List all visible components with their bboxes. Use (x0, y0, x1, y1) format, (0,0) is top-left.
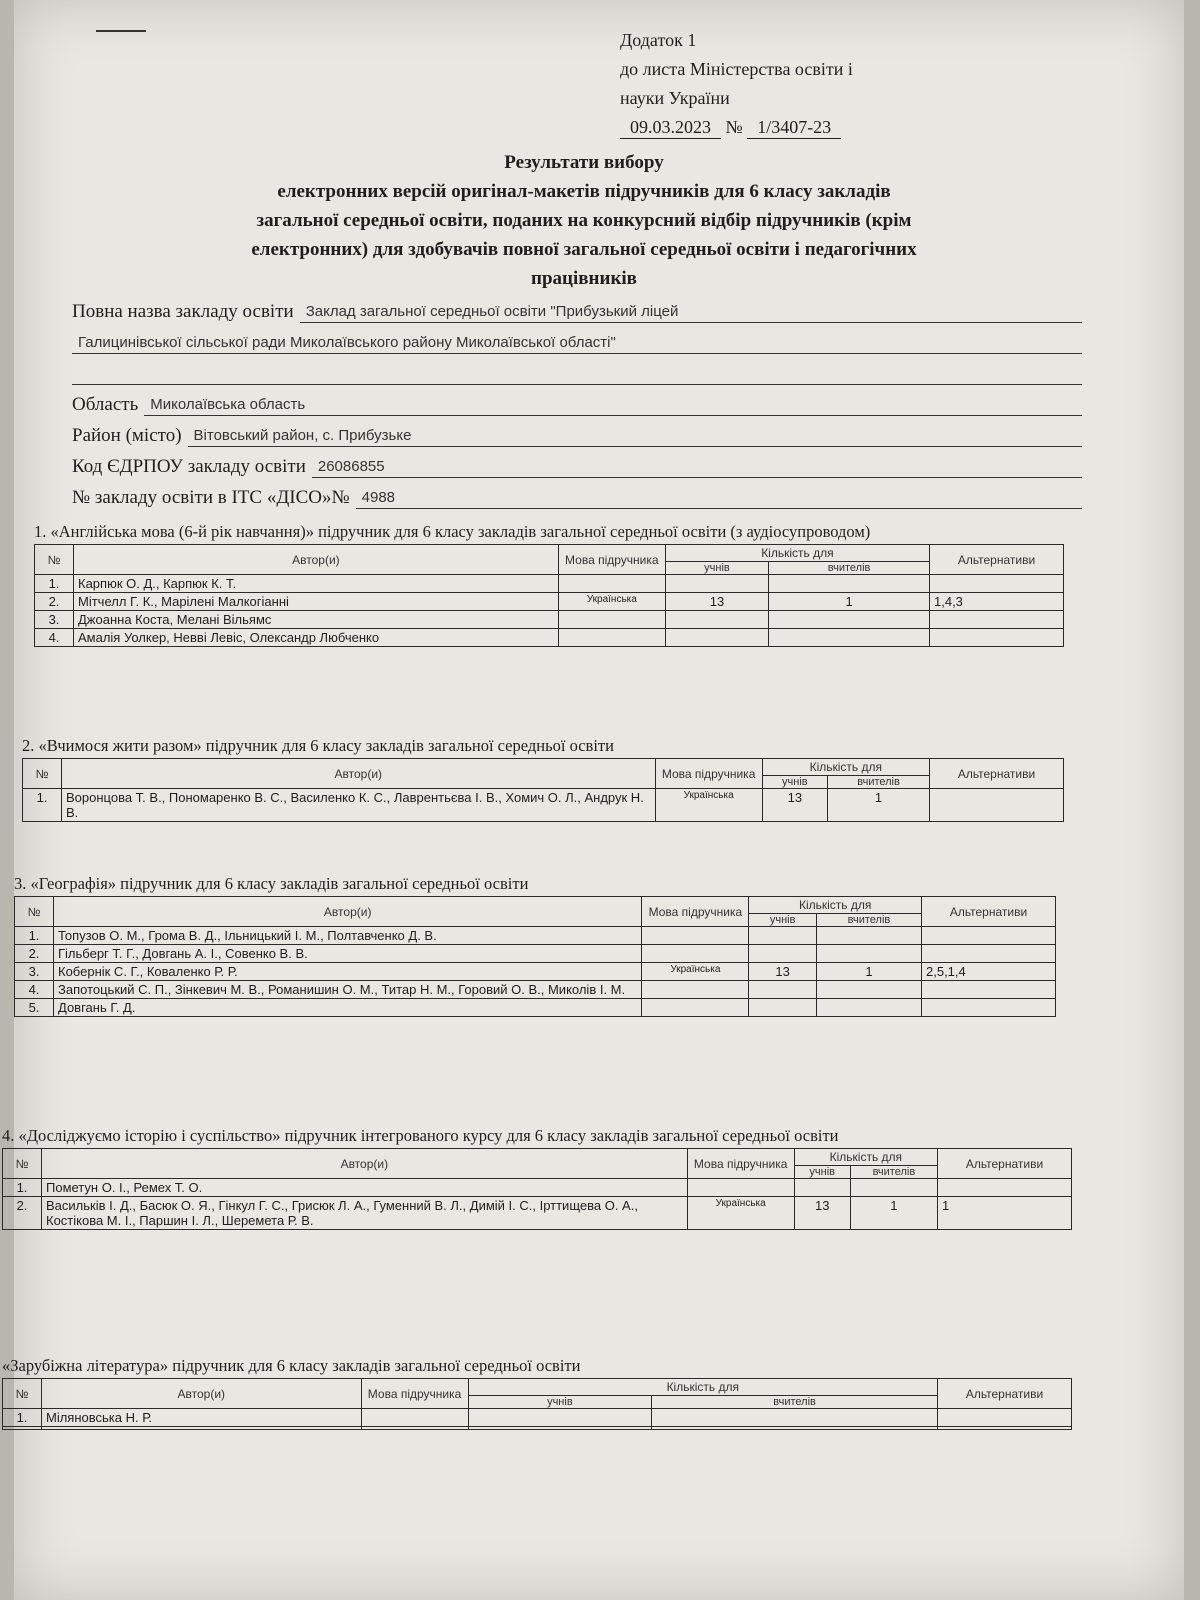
row-number: 1. (35, 575, 74, 593)
edrpou-row (72, 447, 1082, 478)
col-students: учнів (468, 1396, 652, 1409)
region-value: Миколаївська область (144, 396, 1082, 416)
textbook-table (14, 896, 1056, 1017)
col-num: № (23, 759, 62, 789)
table-header-row (3, 1149, 1072, 1166)
row-number: 2. (15, 945, 54, 963)
table-row (15, 981, 1056, 999)
row-students (749, 945, 817, 963)
row-alternatives (930, 575, 1064, 593)
row-authors: Воронцова Т. В., Пономаренко В. С., Василенко К. С., Лаврентьєва І. В., Хомич О. Л., Андрук Н. В. (62, 789, 656, 822)
row-language (642, 927, 749, 945)
its-row (72, 478, 1082, 509)
section-living-together (22, 736, 1064, 822)
row-students (665, 575, 768, 593)
appendix-title: Додаток 1 (620, 30, 697, 50)
row-number: 2. (3, 1197, 42, 1230)
col-students: учнів (665, 562, 768, 575)
row-language (687, 1179, 794, 1197)
row-students (794, 1179, 850, 1197)
blank-line (72, 364, 1082, 385)
title-line: електронних версій оригінал-макетів підручників для 6 класу закладів (277, 181, 891, 202)
row-students (665, 611, 768, 629)
col-alternatives: Альтернативи (930, 759, 1064, 789)
col-language: Мова підручника (687, 1149, 794, 1179)
number-sign: № (725, 117, 743, 137)
row-language (558, 629, 665, 647)
section-heading: «Зарубіжна література» підручник для 6 класу закладів загальної середньої освіти (2, 1356, 581, 1375)
table-row (35, 611, 1064, 629)
row-alternatives (930, 629, 1064, 647)
row-teachers (652, 1427, 938, 1430)
table-row (35, 575, 1064, 593)
col-authors: Автор(и) (62, 759, 656, 789)
row-alternatives (922, 981, 1056, 999)
row-authors: Карпюк О. Д., Карпюк К. Т. (74, 575, 559, 593)
row-authors: Довгань Г. Д. (54, 999, 642, 1017)
textbook-table (22, 758, 1064, 822)
row-language: Українська (655, 789, 762, 822)
corner-mark (96, 30, 146, 32)
col-authors: Автор(и) (42, 1379, 362, 1409)
row-language: Українська (687, 1197, 794, 1230)
section-foreign-literature (2, 1356, 1072, 1430)
table-row (35, 593, 1064, 611)
table-row (3, 1427, 1072, 1430)
its-value: 4988 (356, 489, 1082, 509)
row-teachers (816, 927, 921, 945)
row-language (642, 981, 749, 999)
region-label: Область (72, 394, 139, 415)
col-language: Мова підручника (642, 897, 749, 927)
edrpou-label: Код ЄДРПОУ закладу освіти (72, 456, 306, 477)
col-teachers: вчителів (769, 562, 930, 575)
table-header-row (35, 545, 1064, 562)
district-value: Вітовський район, с. Прибузьке (188, 427, 1082, 447)
row-authors: Міляновська Н. Р. (42, 1409, 362, 1427)
title-line: електронних) для здобувачів повної загальної середньої освіти і педагогічних (251, 239, 917, 260)
row-alternatives (930, 789, 1064, 822)
row-teachers: 1 (816, 963, 921, 981)
appendix-note (620, 26, 980, 142)
appendix-letter: до листа Міністерства освіти і (620, 59, 853, 79)
col-count-for: Кількість для (468, 1379, 937, 1396)
section-geography (14, 874, 1056, 1017)
row-teachers: 1 (850, 1197, 937, 1230)
row-students (665, 629, 768, 647)
full-name-value: Заклад загальної середньої освіти "Прибузький ліцей (300, 303, 1082, 323)
title-line: працівників (531, 268, 637, 289)
section-english (34, 522, 1064, 647)
row-authors: Гільберг Т. Г., Довгань А. І., Совенко В. В. (54, 945, 642, 963)
row-number: 3. (15, 963, 54, 981)
col-alternatives: Альтернативи (938, 1379, 1072, 1409)
row-alternatives (930, 611, 1064, 629)
table-header-row (3, 1379, 1072, 1396)
row-alternatives (922, 927, 1056, 945)
row-authors: Амалія Уолкер, Невві Левіс, Олександр Любченко (74, 629, 559, 647)
appendix-ministry: науки України (620, 88, 730, 108)
row-number: 3. (35, 611, 74, 629)
row-language (642, 945, 749, 963)
table-row (3, 1197, 1072, 1230)
row-alternatives: 1,4,3 (930, 593, 1064, 611)
row-alternatives (938, 1179, 1072, 1197)
row-number (3, 1427, 42, 1430)
title-line: Результати вибору (504, 152, 664, 173)
row-teachers: 1 (769, 593, 930, 611)
col-authors: Автор(и) (54, 897, 642, 927)
row-language: Українська (642, 963, 749, 981)
row-language: Українська (558, 593, 665, 611)
district-row (72, 416, 1082, 447)
blank-row (72, 354, 1082, 385)
row-students (468, 1427, 652, 1430)
row-authors: Васильків І. Д., Басюк О. Я., Гінкул Г. С., Грисюк Л. А., Гуменний В. Л., Димій І. С., Ірттищева О. А., Костікова М. І., Паршин І. Л., Шеремета Р. В. (42, 1197, 688, 1230)
school-info (72, 292, 1082, 509)
col-count-for: Кількість для (794, 1149, 937, 1166)
col-num: № (35, 545, 74, 575)
full-name-value-2: Галицинівської сільської ради Миколаївського району Миколаївської області" (72, 334, 1082, 354)
row-number: 4. (35, 629, 74, 647)
col-teachers: вчителів (850, 1166, 937, 1179)
table-row (35, 629, 1064, 647)
col-alternatives: Альтернативи (938, 1149, 1072, 1179)
row-students: 13 (665, 593, 768, 611)
row-number: 1. (3, 1179, 42, 1197)
row-teachers (652, 1409, 938, 1427)
table-header-row (23, 759, 1064, 776)
row-authors: Мітчелл Г. К., Марілені Малкогіанні (74, 593, 559, 611)
row-teachers (850, 1179, 937, 1197)
col-language: Мова підручника (361, 1379, 468, 1409)
col-count-for: Кількість для (749, 897, 922, 914)
col-students: учнів (762, 776, 827, 789)
row-number: 1. (15, 927, 54, 945)
col-authors: Автор(и) (74, 545, 559, 575)
table-row (23, 789, 1064, 822)
its-label: № закладу освіти в ІТС «ДІСО»№ (72, 487, 350, 508)
row-students: 13 (749, 963, 817, 981)
col-count-for: Кількість для (762, 759, 929, 776)
row-students: 13 (794, 1197, 850, 1230)
section-heading: 2. «Вчимося жити разом» підручник для 6 класу закладів загальної середньої освіти (22, 736, 614, 755)
col-language: Мова підручника (655, 759, 762, 789)
full-name-label: Повна назва закладу освіти (72, 301, 294, 322)
col-alternatives: Альтернативи (930, 545, 1064, 575)
row-alternatives (922, 945, 1056, 963)
col-alternatives: Альтернативи (922, 897, 1056, 927)
document-title (84, 148, 1084, 293)
row-teachers (816, 999, 921, 1017)
document-page (2, 0, 1184, 1600)
table-row (3, 1409, 1072, 1427)
row-number: 1. (23, 789, 62, 822)
row-authors: Кобернік С. Г., Коваленко Р. Р. (54, 963, 642, 981)
row-alternatives: 1 (938, 1197, 1072, 1230)
table-row (15, 963, 1056, 981)
district-label: Район (місто) (72, 425, 182, 446)
row-alternatives (938, 1409, 1072, 1427)
col-num: № (3, 1149, 42, 1179)
row-authors: Джоанна Коста, Мелані Вільямс (74, 611, 559, 629)
row-alternatives (922, 999, 1056, 1017)
row-authors: Пометун О. І., Ремех Т. О. (42, 1179, 688, 1197)
textbook-table (2, 1378, 1072, 1430)
letter-number: 1/3407-23 (747, 116, 841, 139)
full-name-row-2 (72, 323, 1082, 354)
col-students: учнів (794, 1166, 850, 1179)
row-authors (42, 1427, 362, 1430)
textbook-table (34, 544, 1064, 647)
row-number: 2. (35, 593, 74, 611)
col-authors: Автор(и) (42, 1149, 688, 1179)
table-row (15, 999, 1056, 1017)
row-authors: Топузов О. М., Грома В. Д., Ільницький І. М., Полтавченко Д. В. (54, 927, 642, 945)
row-students: 13 (762, 789, 827, 822)
row-teachers (816, 981, 921, 999)
col-language: Мова підручника (558, 545, 665, 575)
row-students (749, 927, 817, 945)
letter-date: 09.03.2023 (620, 116, 721, 139)
row-teachers (816, 945, 921, 963)
section-heading: 1. «Англійська мова (6-й рік навчання)» підручник для 6 класу закладів загальної середньої освіти (з аудіосупроводом) (34, 522, 871, 541)
row-number: 1. (3, 1409, 42, 1427)
row-alternatives (938, 1427, 1072, 1430)
table-header-row (15, 897, 1056, 914)
row-teachers: 1 (828, 789, 930, 822)
row-students (749, 999, 817, 1017)
col-teachers: вчителів (652, 1396, 938, 1409)
row-students (468, 1409, 652, 1427)
row-teachers (769, 575, 930, 593)
row-language (558, 575, 665, 593)
edrpou-value: 26086855 (312, 458, 1082, 478)
row-students (749, 981, 817, 999)
row-language (558, 611, 665, 629)
row-number: 4. (15, 981, 54, 999)
row-teachers (769, 629, 930, 647)
textbook-table (2, 1148, 1072, 1230)
row-authors: Запотоцький С. П., Зінкевич М. В., Романишин О. М., Титар Н. М., Горовий О. В., Миколів І. М. (54, 981, 642, 999)
row-language (642, 999, 749, 1017)
col-count-for: Кількість для (665, 545, 929, 562)
full-name-row (72, 292, 1082, 323)
section-history-society (2, 1126, 1072, 1230)
section-heading: 4. «Досліджуємо історію і суспільство» підручник інтегрованого курсу для 6 класу закладів загальної середньої освіти (2, 1126, 839, 1145)
table-row (15, 927, 1056, 945)
table-row (15, 945, 1056, 963)
section-heading: 3. «Географія» підручник для 6 класу закладів загальної середньої освіти (14, 874, 529, 893)
title-line: загальної середньої освіти, поданих на конкурсний відбір підручників (крім (256, 210, 912, 231)
col-num: № (15, 897, 54, 927)
col-students: учнів (749, 914, 817, 927)
appendix-ref (620, 113, 980, 142)
col-teachers: вчителів (828, 776, 930, 789)
region-row (72, 385, 1082, 416)
row-number: 5. (15, 999, 54, 1017)
table-row (3, 1179, 1072, 1197)
row-language (361, 1409, 468, 1427)
row-alternatives: 2,5,1,4 (922, 963, 1056, 981)
col-num: № (3, 1379, 42, 1409)
row-language (361, 1427, 468, 1430)
row-teachers (769, 611, 930, 629)
col-teachers: вчителів (816, 914, 921, 927)
